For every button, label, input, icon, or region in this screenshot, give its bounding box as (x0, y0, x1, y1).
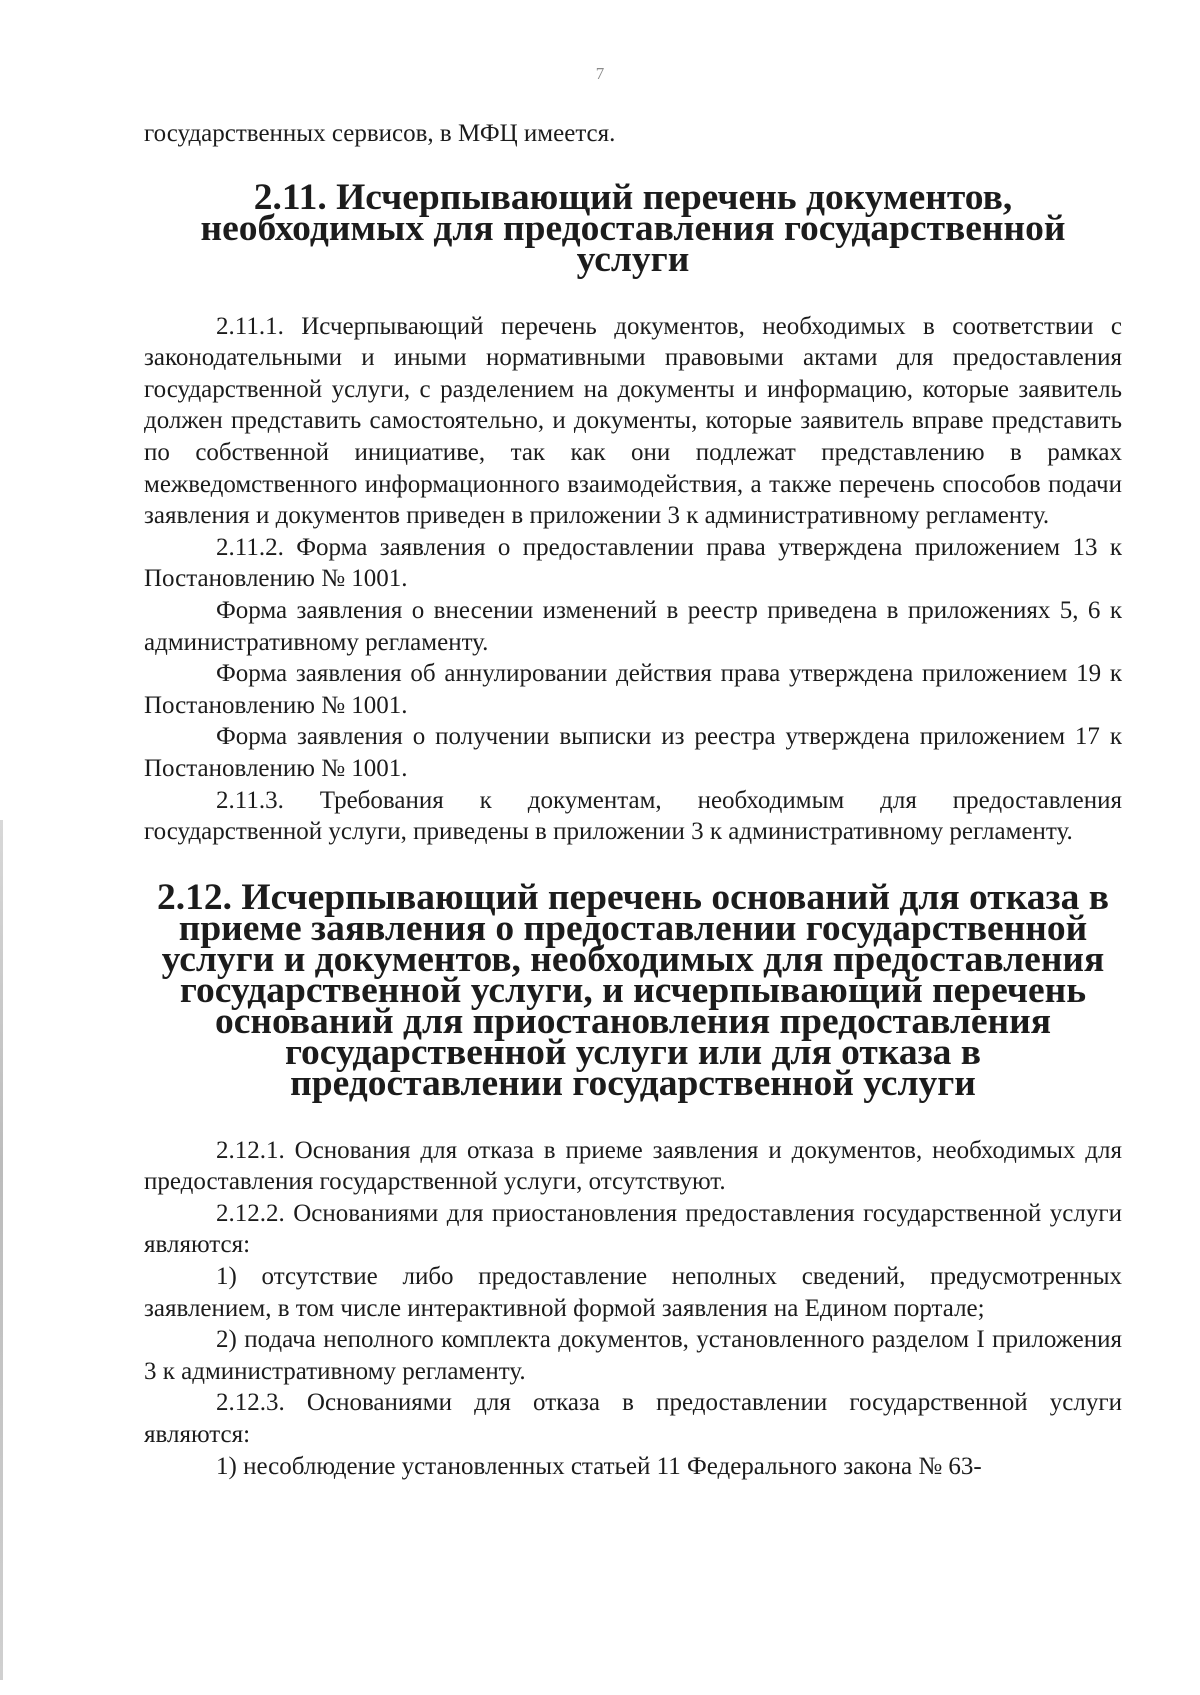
section-2-12 (144, 876, 1122, 1483)
paragraph-form-cancel: Форма заявления об аннулировании действия права утверждена приложением 19 к Постановлению № 1001. (144, 660, 1122, 719)
list-item-2-12-3-1: 1) несоблюдение установленных статьей 11 Федерального закона № 63- (216, 1452, 982, 1480)
paragraph-2-11-2: 2.11.2. Форма заявления о предоставлении права утверждена приложением 13 к Постановлению № 1001. (144, 533, 1122, 593)
section-heading-2-11: 2.11. Исчерпывающий перечень документов, необходимых для предоставления государственной услуги (200, 176, 1066, 280)
paragraph-2-12-3: 2.12.3. Основаниями для отказа в предоставлении государственной услуги являются: (144, 1389, 1122, 1449)
paragraph-form-changes: Форма заявления о внесении изменений в реестр приведена в приложениях 5, 6 к административному регламенту. (144, 596, 1122, 656)
document-body (144, 118, 1122, 1482)
paragraph-2-12-2: 2.12.2. Основаниями для приостановления предоставления государственной услуги являются: (144, 1199, 1122, 1259)
paragraph-2-12-1: 2.12.1. Основания для отказа в приеме заявления и документов, необходимых для предоставления государственной услуги, отсутствуют. (144, 1136, 1122, 1196)
scan-edge-shadow (0, 820, 3, 1680)
paragraph-2-11-3: 2.11.3. Требования к документам, необходимым для предоставления государственной услуги, приведены в приложении 3 к административному регламенту. (144, 786, 1122, 846)
continuation-text: государственных сервисов, в МФЦ имеется. (144, 120, 616, 147)
section-heading-2-12: 2.12. Исчерпывающий перечень оснований для отказа в приеме заявления о предоставлении государственной услуги и документов, необходимых для предоставления государственной услуги, и исчерпывающий перечень оснований для приостановления предоставления государственной услуги или для отказа в предоставлении государственной услуги (157, 876, 1109, 1104)
paragraph-form-extract: Форма заявления о получении выписки из реестра утверждена приложением 17 к Постановлению № 1001. (144, 723, 1122, 782)
paragraph-2-11-1: 2.11.1. Исчерпывающий перечень документов, необходимых в соответствии с законодательными и иными нормативными правовыми актами для предоставления государственной услуги, с разделением на документы и информацию, которые заявитель должен представить самостоятельно, и документы, которые заявитель вправе представить по собственной инициативе, так как они подлежат представлению в рамках межведомственного информационного взаимодействия, а также перечень способов подачи заявления и документов приведен в приложении 3 к административному регламенту. (144, 312, 1122, 530)
section-2-11 (144, 176, 1122, 848)
page-number: 7 (595, 64, 605, 83)
list-item-2-12-2-2: 2) подача неполного комплекта документов, установленного разделом I приложения 3 к административному регламенту. (144, 1326, 1122, 1385)
list-item-2-12-2-1: 1) отсутствие либо предоставление неполных сведений, предусмотренных заявлением, в том числе интерактивной формой заявления на Едином портале; (144, 1263, 1122, 1322)
